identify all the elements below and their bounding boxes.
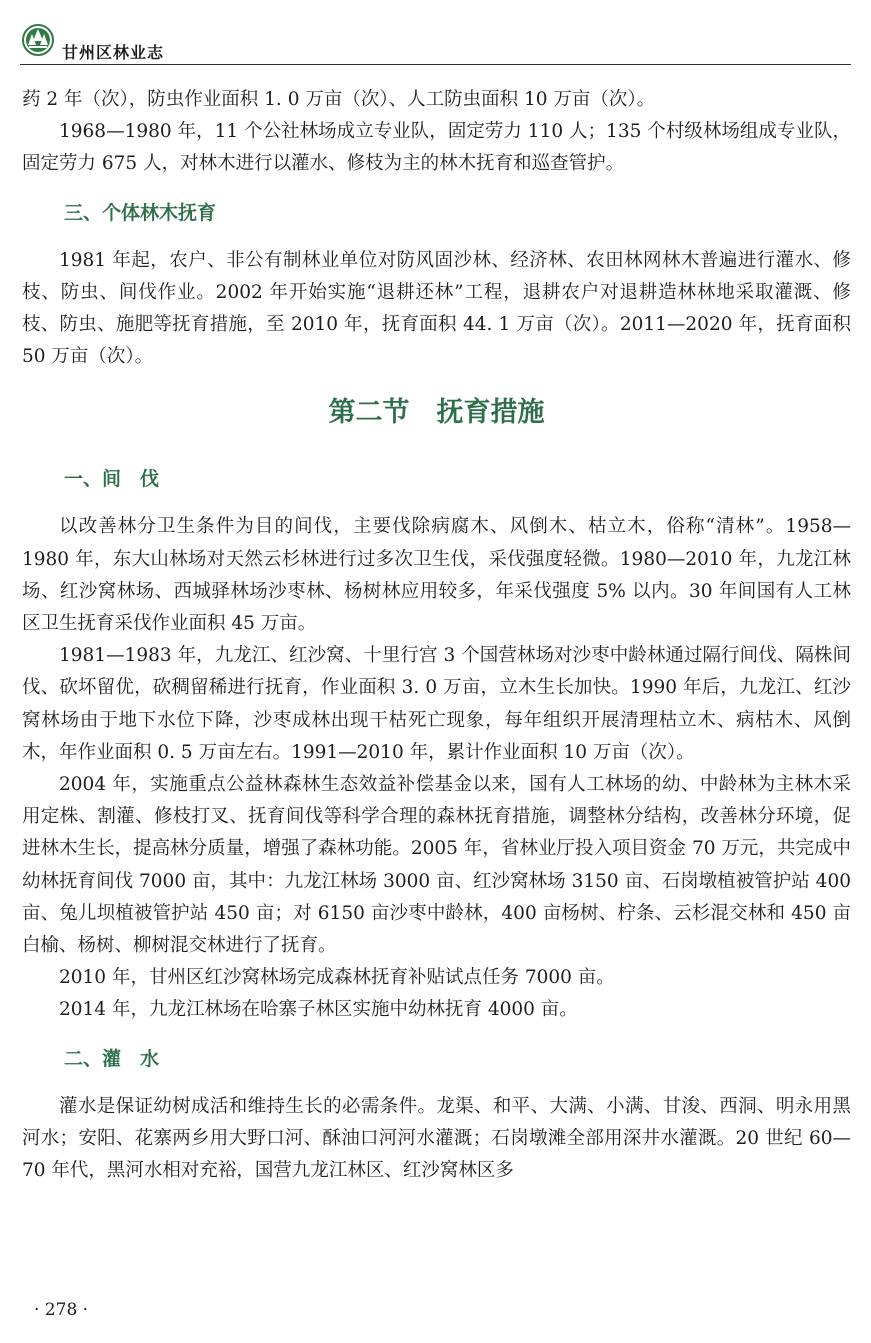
forest-logo-icon xyxy=(22,24,54,56)
subheading-thinning: 一、间 伐 xyxy=(64,468,160,491)
page-number: · 278 · xyxy=(34,1300,89,1320)
paragraph: 1981 年起，农户、非公有制林业单位对防风固沙林、经济林、农田林网林木普遍进行灌水、修枝、防虫、间伐作业。2002 年开始实施“退耕还林”工程，退耕农户对退耕造林林地采取灌溉、修枝、防虫、施肥等抚育措施，至 2010 年，抚育面积 44. 1 万亩（次）。2011—2020 年，抚育面积 50 万亩（次）。 xyxy=(22,249,851,368)
paragraph: 2010 年，甘州区红沙窝林场完成森林抚育补贴试点任务 7000 亩。 xyxy=(59,967,615,989)
paragraph: 灌水是保证幼树成活和维持生长的必需条件。龙渠、和平、大满、小满、甘浚、西洞、明永用黑河水；安阳、花寨两乡用大野口河、酥油口河河水灌溉；石岗墩滩全部用深井水灌溉。20 世纪 60—70 年代，黑河水相对充裕，国营九龙江林区、红沙窝林区多 xyxy=(22,1095,851,1182)
subheading-irrigation: 二、灌 水 xyxy=(64,1047,160,1070)
page-header xyxy=(20,20,851,65)
paragraph: 药 2 年（次），防虫作业面积 1. 0 万亩（次）、人工防虫面积 10 万亩（次）。 xyxy=(22,89,656,110)
book-title: 甘州区林业志 xyxy=(62,43,165,62)
paragraph: 以改善林分卫生条件为目的间伐，主要伐除病腐木、风倒木、枯立木，俗称“清林”。1958—1980 年，东大山林场对天然云杉林进行过多次卫生伐，采伐强度轻微。1980—2010 年，九龙江林场、红沙窝林场、西城驿林场沙枣林、杨树林应用较多，年采伐强度 5% 以内。30 年间国有人工林区卫生抚育采伐作业面积 45 万亩。 xyxy=(22,516,851,635)
paragraph: 2014 年，九龙江林场在哈寨子林区实施中幼林抚育 4000 亩。 xyxy=(59,999,578,1021)
paragraph: 1981—1983 年，九龙江、红沙窝、十里行宫 3 个国营林场对沙枣中龄林通过隔行间伐、隔株间伐、砍坏留优，砍稠留稀进行抚育，作业面积 3. 0 万亩，立木生长加快。1990 年后，九龙江、红沙窝林场由于地下水位下降，沙枣成林出现干枯死亡现象，每年组织开展清理枯立木、病枯木、风倒木，年作业面积 0. 5 万亩左右。1991—2010 年，累计作业面积 10 万亩（次）。 xyxy=(22,645,851,763)
paragraph: 1968—1980 年，11 个公社林场成立专业队，固定劳力 110 人；135 个村级林场组成专业队，固定劳力 675 人，对林木进行以灌水、修枝为主的林木抚育和巡查管护。 xyxy=(22,121,851,175)
subheading-individual-tending: 三、个体林木抚育 xyxy=(64,201,217,224)
paragraph: 2004 年，实施重点公益林森林生态效益补偿基金以来，国有人工林场的幼、中龄林为主林木采用定株、割灌、修枝打叉、抚育间伐等科学合理的森林抚育措施，调整林分结构，改善林分环境，促进林木生长，提高林分质量，增强了森林功能。2005 年，省林业厅投入项目资金 70 万元，共完成中幼林抚育间伐 7000 亩，其中：九龙江林场 3000 亩、红沙窝林场 3150 亩、石岗墩植被管护站 400 亩、兔儿坝植被管护站 450 亩；对 6150 亩沙枣中龄林，400 亩杨树、柠条、云杉混交林和 450 亩白榆、杨树、柳树混交林进行了抚育。 xyxy=(22,774,851,957)
page-body xyxy=(22,84,851,1187)
section-heading: 第二节 抚育措施 xyxy=(328,397,545,429)
